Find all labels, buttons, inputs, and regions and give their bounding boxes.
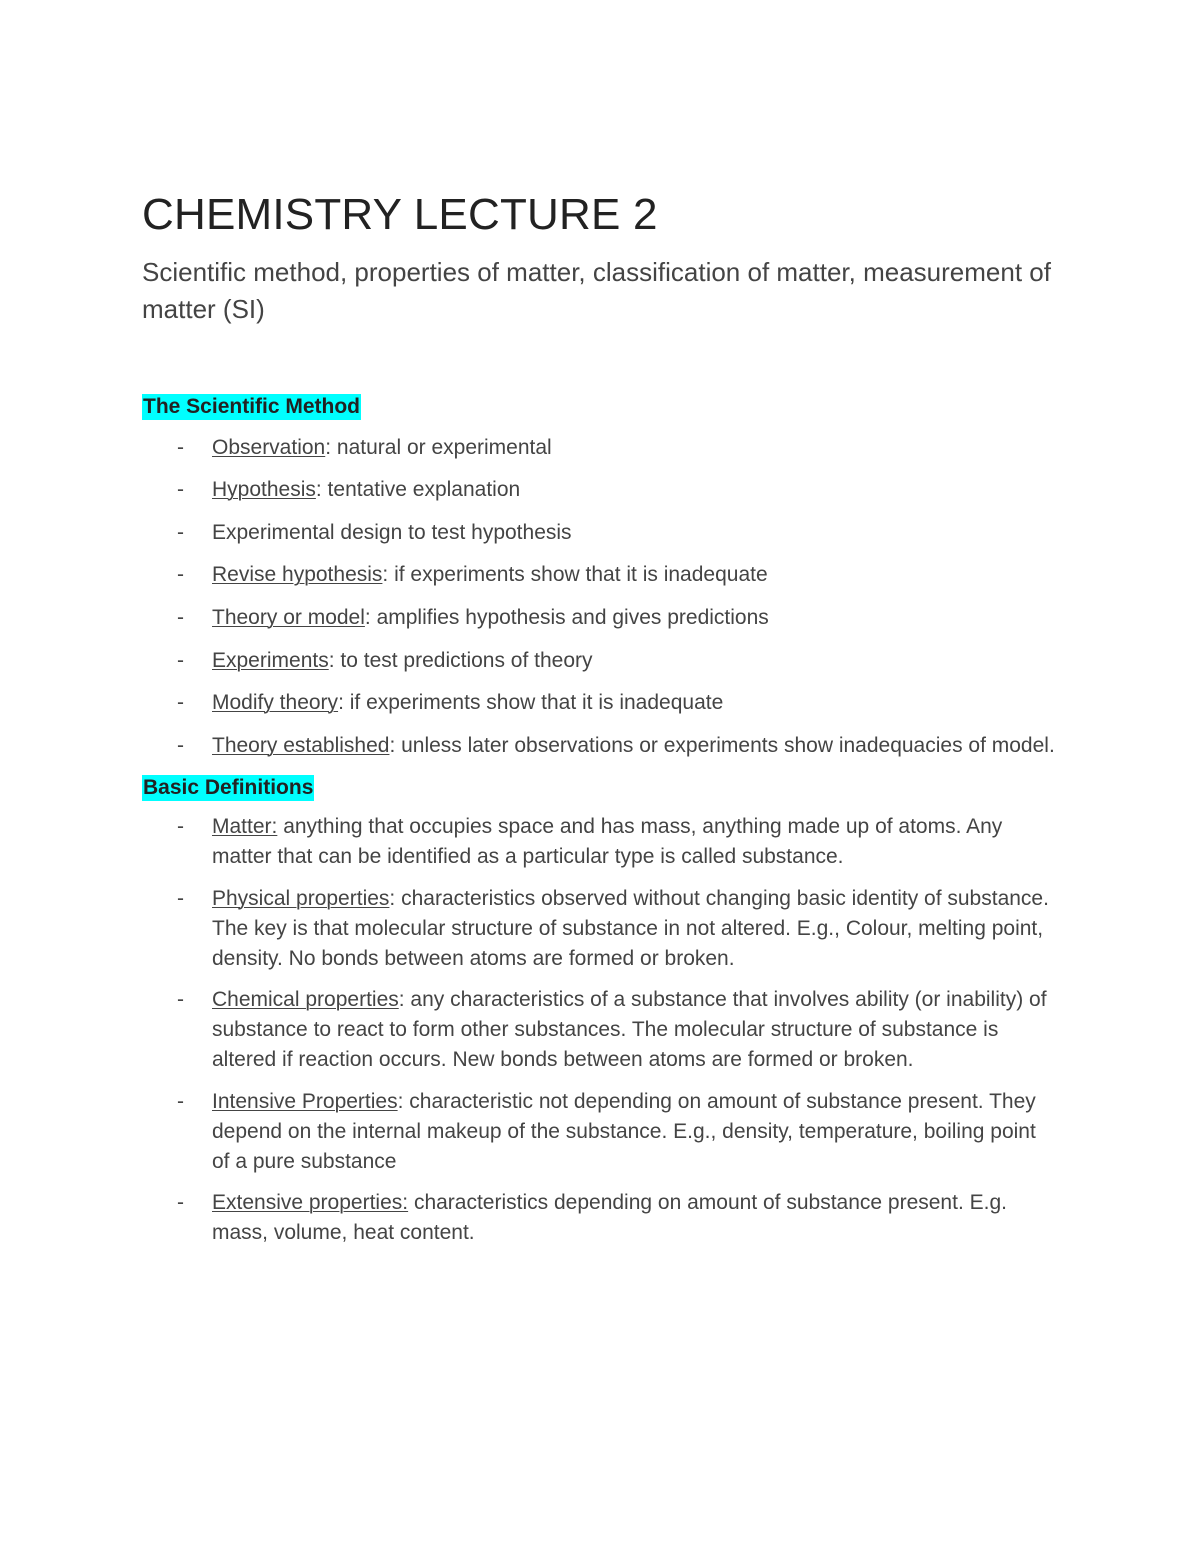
list-item-term: Theory or model bbox=[212, 605, 365, 629]
list-item: - Revise hypothesis: if experiments show that it is inadequate bbox=[177, 563, 768, 587]
list-item: - Chemical properties: any characteristics of a substance that involves ability (or inability) of substance to react to form other substances. The molecular structure of substance is altered if reaction occurs. New bonds between atoms are formed or broken. bbox=[177, 988, 1047, 1072]
list-item-term: Hypothesis bbox=[212, 478, 316, 502]
list-item: - Intensive Properties: characteristic not depending on amount of substance present. They depend on the internal makeup of the substance. E.g., density, temperature, boiling point of a pure substance bbox=[177, 1089, 1036, 1173]
list-item-text: : natural or experimental bbox=[325, 435, 552, 459]
list-item: - Observation: natural or experimental bbox=[177, 435, 552, 459]
list-item: - Physical properties: characteristics observed without changing basic identity of substance. The key is that molecular structure of substance in not altered. E.g., Colour, melting point, density. No bonds between atoms are formed or broken. bbox=[177, 886, 1049, 970]
document-title: CHEMISTRY LECTURE 2 bbox=[142, 190, 658, 239]
list-item-text: : amplifies hypothesis and gives predictions bbox=[364, 605, 769, 629]
list-item: - Extensive properties: characteristics depending on amount of substance present. E.g. mass, volume, heat content. bbox=[177, 1191, 1007, 1245]
list-item: - Experimental design to test hypothesis bbox=[177, 520, 572, 544]
list-item-term: Matter: bbox=[212, 815, 278, 839]
document-page bbox=[142, 190, 1057, 1248]
section-basic-definitions bbox=[142, 761, 1057, 1249]
list-item-term: Modify theory bbox=[212, 691, 339, 715]
list-item-text: characteristics depending on amount of substance present. E.g. mass, volume, heat content. bbox=[212, 1191, 1007, 1245]
list-item: - Theory established: unless later observations or experiments show inadequacies of model. bbox=[177, 733, 1055, 757]
list-item-term: Revise hypothesis bbox=[212, 563, 383, 587]
list-item: - Matter: anything that occupies space and has mass, anything made up of atoms. Any matter that can be identified as a particular type is called substance. bbox=[177, 815, 1003, 869]
list-item: - Theory or model: amplifies hypothesis and gives predictions bbox=[177, 605, 769, 629]
list-item-text: : characteristic not depending on amount of substance present. They depend on the internal makeup of the substance. E.g., density, temperature, boiling point of a pure substance bbox=[212, 1089, 1036, 1173]
list-item: - Experiments: to test predictions of theory bbox=[177, 648, 593, 672]
list-item-text: : any characteristics of a substance that involves ability (or inability) of substance to react to form other substances. The molecular structure of substance is altered if reaction occurs. New bonds between atoms are formed or broken. bbox=[212, 988, 1047, 1072]
list-item-text: : if experiments show that it is inadequate bbox=[382, 563, 768, 587]
list-item-text: Experimental design to test hypothesis bbox=[212, 520, 572, 544]
list-item: - Hypothesis: tentative explanation bbox=[177, 478, 521, 502]
list-item-term: Experiments bbox=[212, 648, 329, 672]
list-item-term: Physical properties bbox=[212, 886, 390, 910]
list-item: - Modify theory: if experiments show that it is inadequate bbox=[177, 691, 724, 715]
list-item-text: : characteristics observed without changing basic identity of substance. The key is that molecular structure of substance in not altered. E.g., Colour, melting point, density. No bonds between atoms are formed or broken. bbox=[212, 886, 1049, 970]
scientific-method-list bbox=[142, 433, 1057, 761]
list-item-text: : tentative explanation bbox=[315, 478, 521, 502]
list-item-term: Chemical properties bbox=[212, 988, 399, 1012]
list-item-term: Theory established bbox=[212, 733, 390, 757]
list-item-text: : unless later observations or experiments show inadequacies of model. bbox=[389, 733, 1055, 757]
document-subtitle: Scientific method, properties of matter, classification of matter, measurement of matter (SI) bbox=[142, 257, 1051, 324]
list-item-term: Observation bbox=[212, 435, 326, 459]
list-item-text: : if experiments show that it is inadequate bbox=[338, 691, 724, 715]
list-item-term: Intensive Properties bbox=[212, 1089, 398, 1113]
section-scientific-method bbox=[142, 328, 1057, 761]
list-item-text: anything that occupies space and has mass, anything made up of atoms. Any matter that can be identified as a particular type is called substance. bbox=[212, 815, 1003, 869]
list-item-term: Extensive properties: bbox=[212, 1191, 409, 1215]
list-item-text: : to test predictions of theory bbox=[328, 648, 593, 672]
section-heading-scientific-method: The Scientific Method bbox=[143, 395, 361, 418]
basic-definitions-list bbox=[142, 812, 1057, 1248]
section-heading-basic-definitions: Basic Definitions bbox=[143, 775, 314, 799]
